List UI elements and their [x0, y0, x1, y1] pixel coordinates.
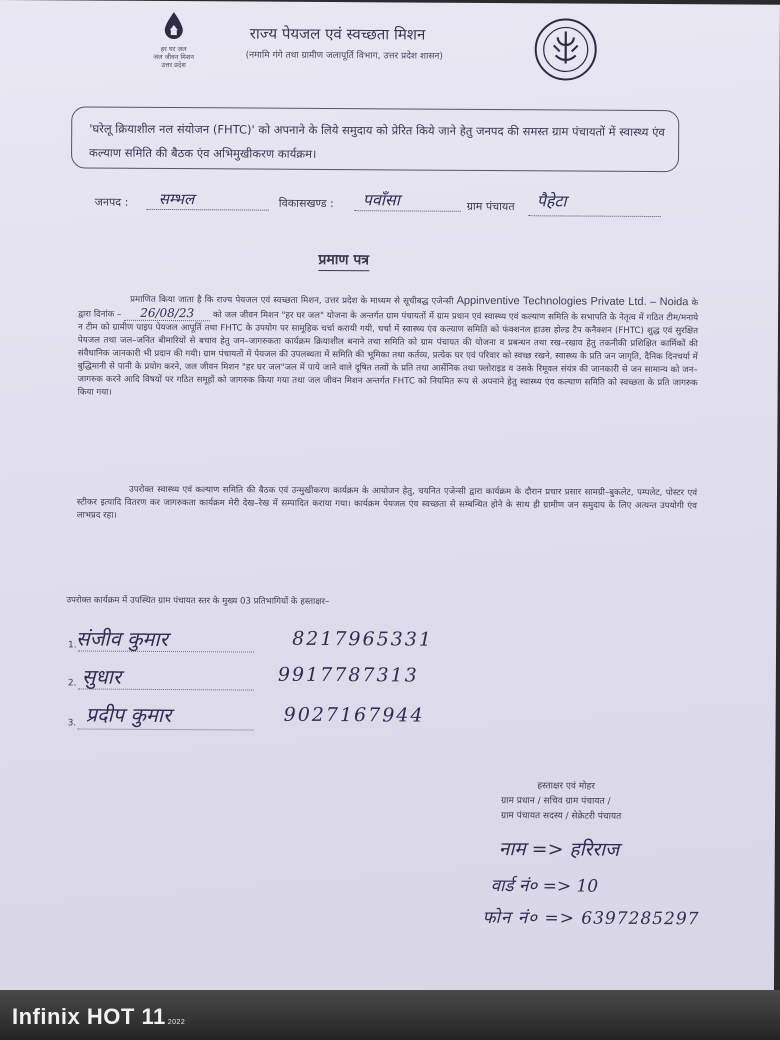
- certificate-paragraph-1: [78, 292, 699, 403]
- certificate-title: प्रमाण पत्र: [318, 250, 369, 271]
- official-line-2: ग्राम प्रधान / सचिव ग्राम पंचायत /: [501, 796, 611, 807]
- official-name-handwritten: नाम => हरिराज: [498, 838, 620, 861]
- agency-name: Appinventive Technologies Private Ltd. – Noida: [456, 294, 689, 309]
- signature-line-3: [78, 728, 254, 730]
- participant-number: 1.: [68, 640, 77, 651]
- participant-name-2: सुधार: [81, 664, 122, 689]
- participant-phone-1: 8217965331: [292, 627, 434, 651]
- para2-text: उपरोक्त स्वास्थ्य एवं कल्याण समिति की बैठक एवं उन्मुखीकरण कार्यक्रम के आयोजन हेतु, चयनित एजेन्सी द्वारा कार्यक्रम के दौरान प्रचार प्रसार सामग्री–बुकलेट, पम्पलेट, पोस्टर एवं स्टीकर इत्यादि वितरण कर जागरुकता कार्यक्रम मेरी देख–रेख में सम्पादित कराया गया। कार्यक्रम पेयजल एंव स्वच्छता से सम्बन्धित होने के साथ ही ग्रामीण जन समुदाय के लिए अत्यन्त उपयोगी एंव लाभप्रद रहा।: [76, 484, 698, 521]
- logo-left-line-1: हर घर जल: [160, 44, 187, 54]
- janpad-dotted-line: [147, 209, 269, 211]
- panchayat-value: पैहेटा: [536, 191, 567, 211]
- signature-line-2: [78, 688, 254, 690]
- participant-phone-2: 9917787313: [277, 663, 419, 687]
- participant-number: 2.: [67, 678, 77, 689]
- logo-left-line-3: उत्तर प्रदेश: [161, 60, 186, 70]
- camera-brand: Infinix HOT 11: [12, 1004, 166, 1029]
- up-government-seal-icon: [534, 17, 598, 81]
- program-date: 26/08/23: [124, 306, 210, 322]
- program-title-text: 'घरेलू क्रियाशील नल संयोजन (FHTC)' को अपनाने के लिये समुदाय को प्रेरित किये जाने हेतु जनपद की समस्त ग्राम पंचायतों में स्वास्थ्य एंव कल्याण समिति की बैठक एंव अभिमुखीकरण कार्यक्रम।: [89, 121, 665, 161]
- har-ghar-jal-logo: [146, 11, 202, 69]
- janpad-value: सम्भल: [158, 189, 195, 209]
- participants-intro: उपरोक्त कार्यक्रम में उपस्थित ग्राम पंचायत स्तर के मुख्य 03 प्रतिभागियों के हस्ताक्षर–: [66, 595, 330, 608]
- panchayat-label: ग्राम पंचायत: [466, 199, 515, 214]
- panchayat-dotted-line: [529, 215, 661, 217]
- block-label: विकासखण्ड :: [278, 196, 334, 211]
- official-line-1: हस्ताक्षर एवं मोहर: [537, 781, 596, 792]
- camera-watermark: [12, 1004, 185, 1030]
- block-dotted-line: [355, 210, 461, 212]
- official-line-3: ग्राम पंचायत सदस्य / सेक्रेटरी पंचायत: [500, 811, 622, 822]
- para1-lead: प्रमाणित किया जाता है कि राज्य पेयजल एवं स्वच्छता मिशन, उत्तर प्रदेश के माध्यम से सूचीबद्ध एजेन्सी: [130, 294, 454, 307]
- official-ward-handwritten: वार्ड नं० => 10: [490, 876, 599, 897]
- water-drop-icon: [163, 11, 185, 41]
- block-value: पवाँसा: [362, 190, 400, 210]
- header-title: राज्य पेयजल एवं स्वच्छता मिशन: [249, 24, 426, 44]
- para1-rest: को जल जीवन मिशन "हर घर जल" योजना के अन्तर्गत ग्राम पंचायतों में ग्राम प्रधान एवं स्वास्थ्य एवं कल्याण समिति के सभापति के नेतृत्व में गठित टीम/मनाये न टीम को ग्रामीण पाइप पेयजल आपूर्ति तथा FHTC के उपयोग पर सामूहिक चर्चा करायी गयी, चर्चा में स्वास्थ्य एंव कल्याण समिति को फंक्शनल हाउस होल्ड टैप कनैक्शन (FHTC) शुद्ध एवं सुरक्षित पेयजल तथा जल–जनित बीमारियों से बचाव हेतु जन–जागरुकता कार्यक्रम क्रियाशील बनाने तथा समिति को ग्राम पंचायत की योजना व प्रबन्धन तथा रख–रखाव हेतु तकनीकी प्रशिक्षित कार्मिकों की संवैधानिक जानकारी भी प्रदान की गयी। ग्राम पंचायतों में पेयजल की उपलब्धता में समिति की भूमिका तथा कर्तव्य, प्रत्येक घर एवं परिवार को स्वच्छ रखने, स्वास्थ्य के प्रति जन जागृति, दैनिक दिनचर्या में बुद्धिमानी से पानी के प्रयोग करने, जल जीवन मिशन "हर घर जल"जल में पाये जाने वाले दूषित तत्वों के प्रति तथा आर्सेनिक तथा फ्लोराइड व उसके रिमूवल संयंत्र की जानकारी से जन सामान्य को जन–जागरुक करने आदि विषयों पर गठित समूहों को जागरुक किया गया तथा जल जीवन मिशन अन्तर्गत FHTC को नियमित रूप से अपनाने हेतु स्वास्थ्य एंव कल्याण समिति को स्वच्छता के प्रति जागरुक किया गया।: [77, 310, 699, 398]
- signature-line-1: [78, 650, 254, 652]
- camera-year: 2022: [167, 1019, 186, 1026]
- certificate-paragraph-2: [77, 483, 697, 526]
- official-signature-block: [501, 779, 622, 825]
- janpad-label: जनपद :: [94, 195, 129, 209]
- official-phone-handwritten: फोन नं० => 6397285297: [482, 907, 700, 930]
- participant-phone-3: 9027167944: [283, 703, 425, 727]
- participant-name-1: संजीव कुमार: [76, 626, 168, 652]
- participant-name-3: प्रदीप कुमार: [85, 702, 172, 728]
- participant-number: 3.: [67, 718, 77, 729]
- participant-row-3: [68, 718, 77, 728]
- header-subtitle: (नमामि गंगे तथा ग्रामीण जलापूर्ति विभाग, उत्तर प्रदेश शासन): [245, 50, 443, 62]
- participant-row-2: [68, 678, 77, 688]
- para1-mid: के द्वारा दिनांक –: [78, 298, 699, 320]
- logo-left-line-2: जल जीवन मिशन: [153, 52, 195, 62]
